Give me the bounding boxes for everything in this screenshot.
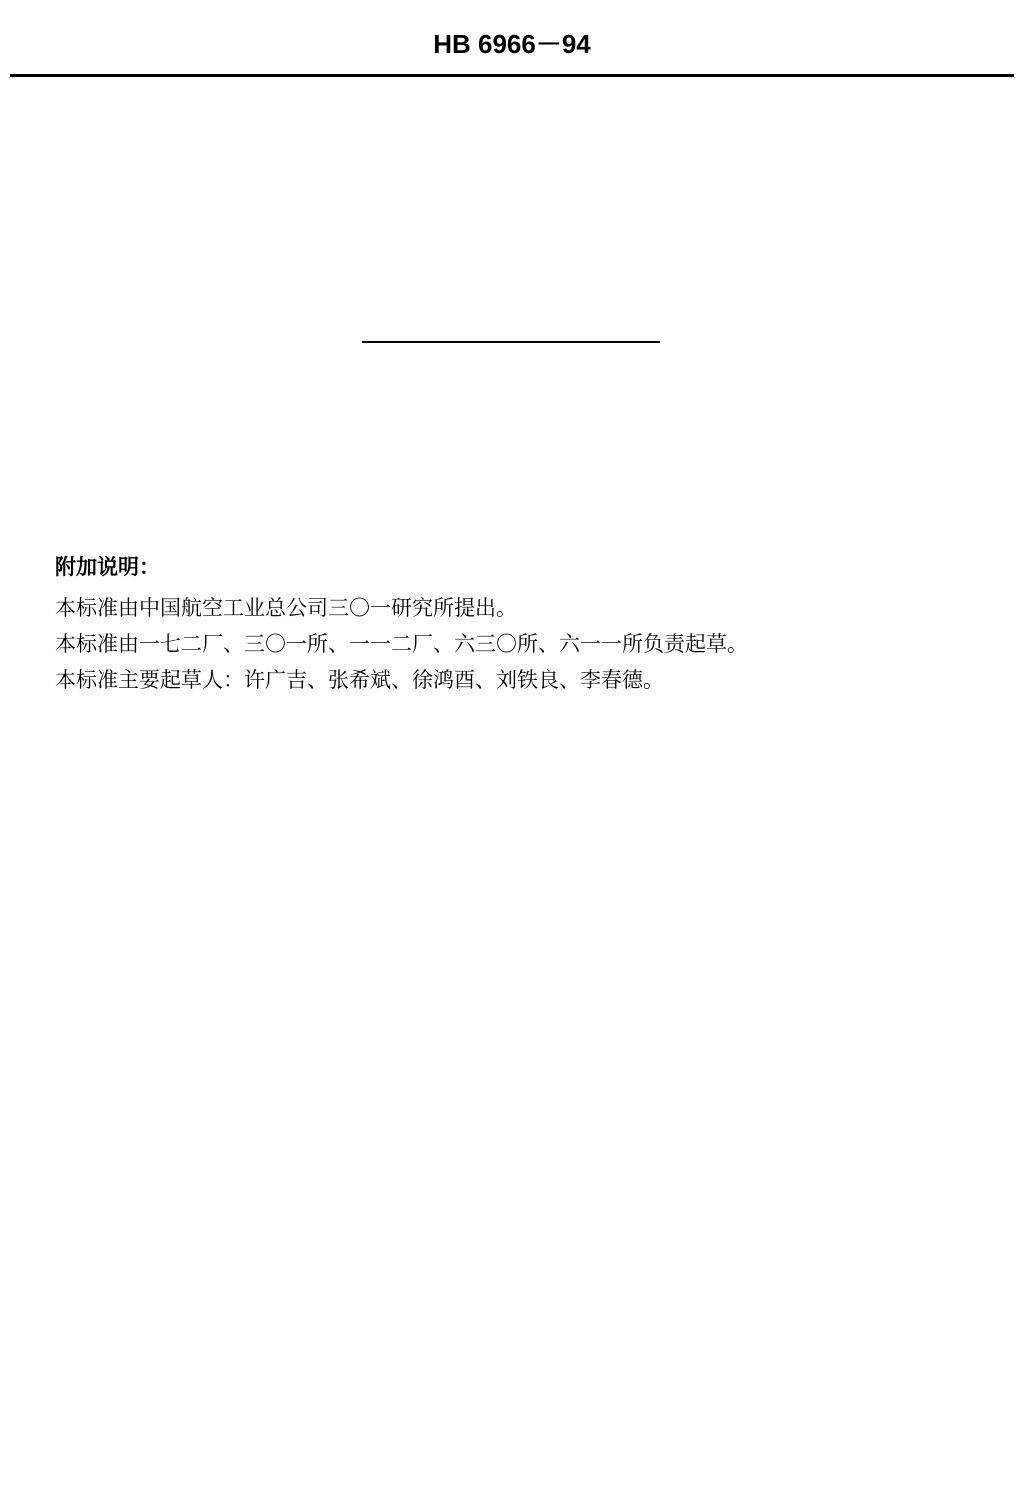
note-line-drafting-units: 本标准由一七二厂、三〇一所、一一二厂、六三〇所、六一一所负责起草。 xyxy=(55,632,748,656)
end-rule xyxy=(362,341,660,343)
note-line-drafters: 本标准主要起草人：许广吉、张希斌、徐鸿酉、刘铁良、李春德。 xyxy=(55,668,664,692)
notes-title: 附加说明： xyxy=(55,555,160,579)
additional-notes xyxy=(55,552,995,698)
note-line-proposer: 本标准由中国航空工业总公司三〇一研究所提出。 xyxy=(55,596,517,620)
header-rule xyxy=(10,74,1014,77)
document-code: HB 6966－94 xyxy=(433,29,591,59)
